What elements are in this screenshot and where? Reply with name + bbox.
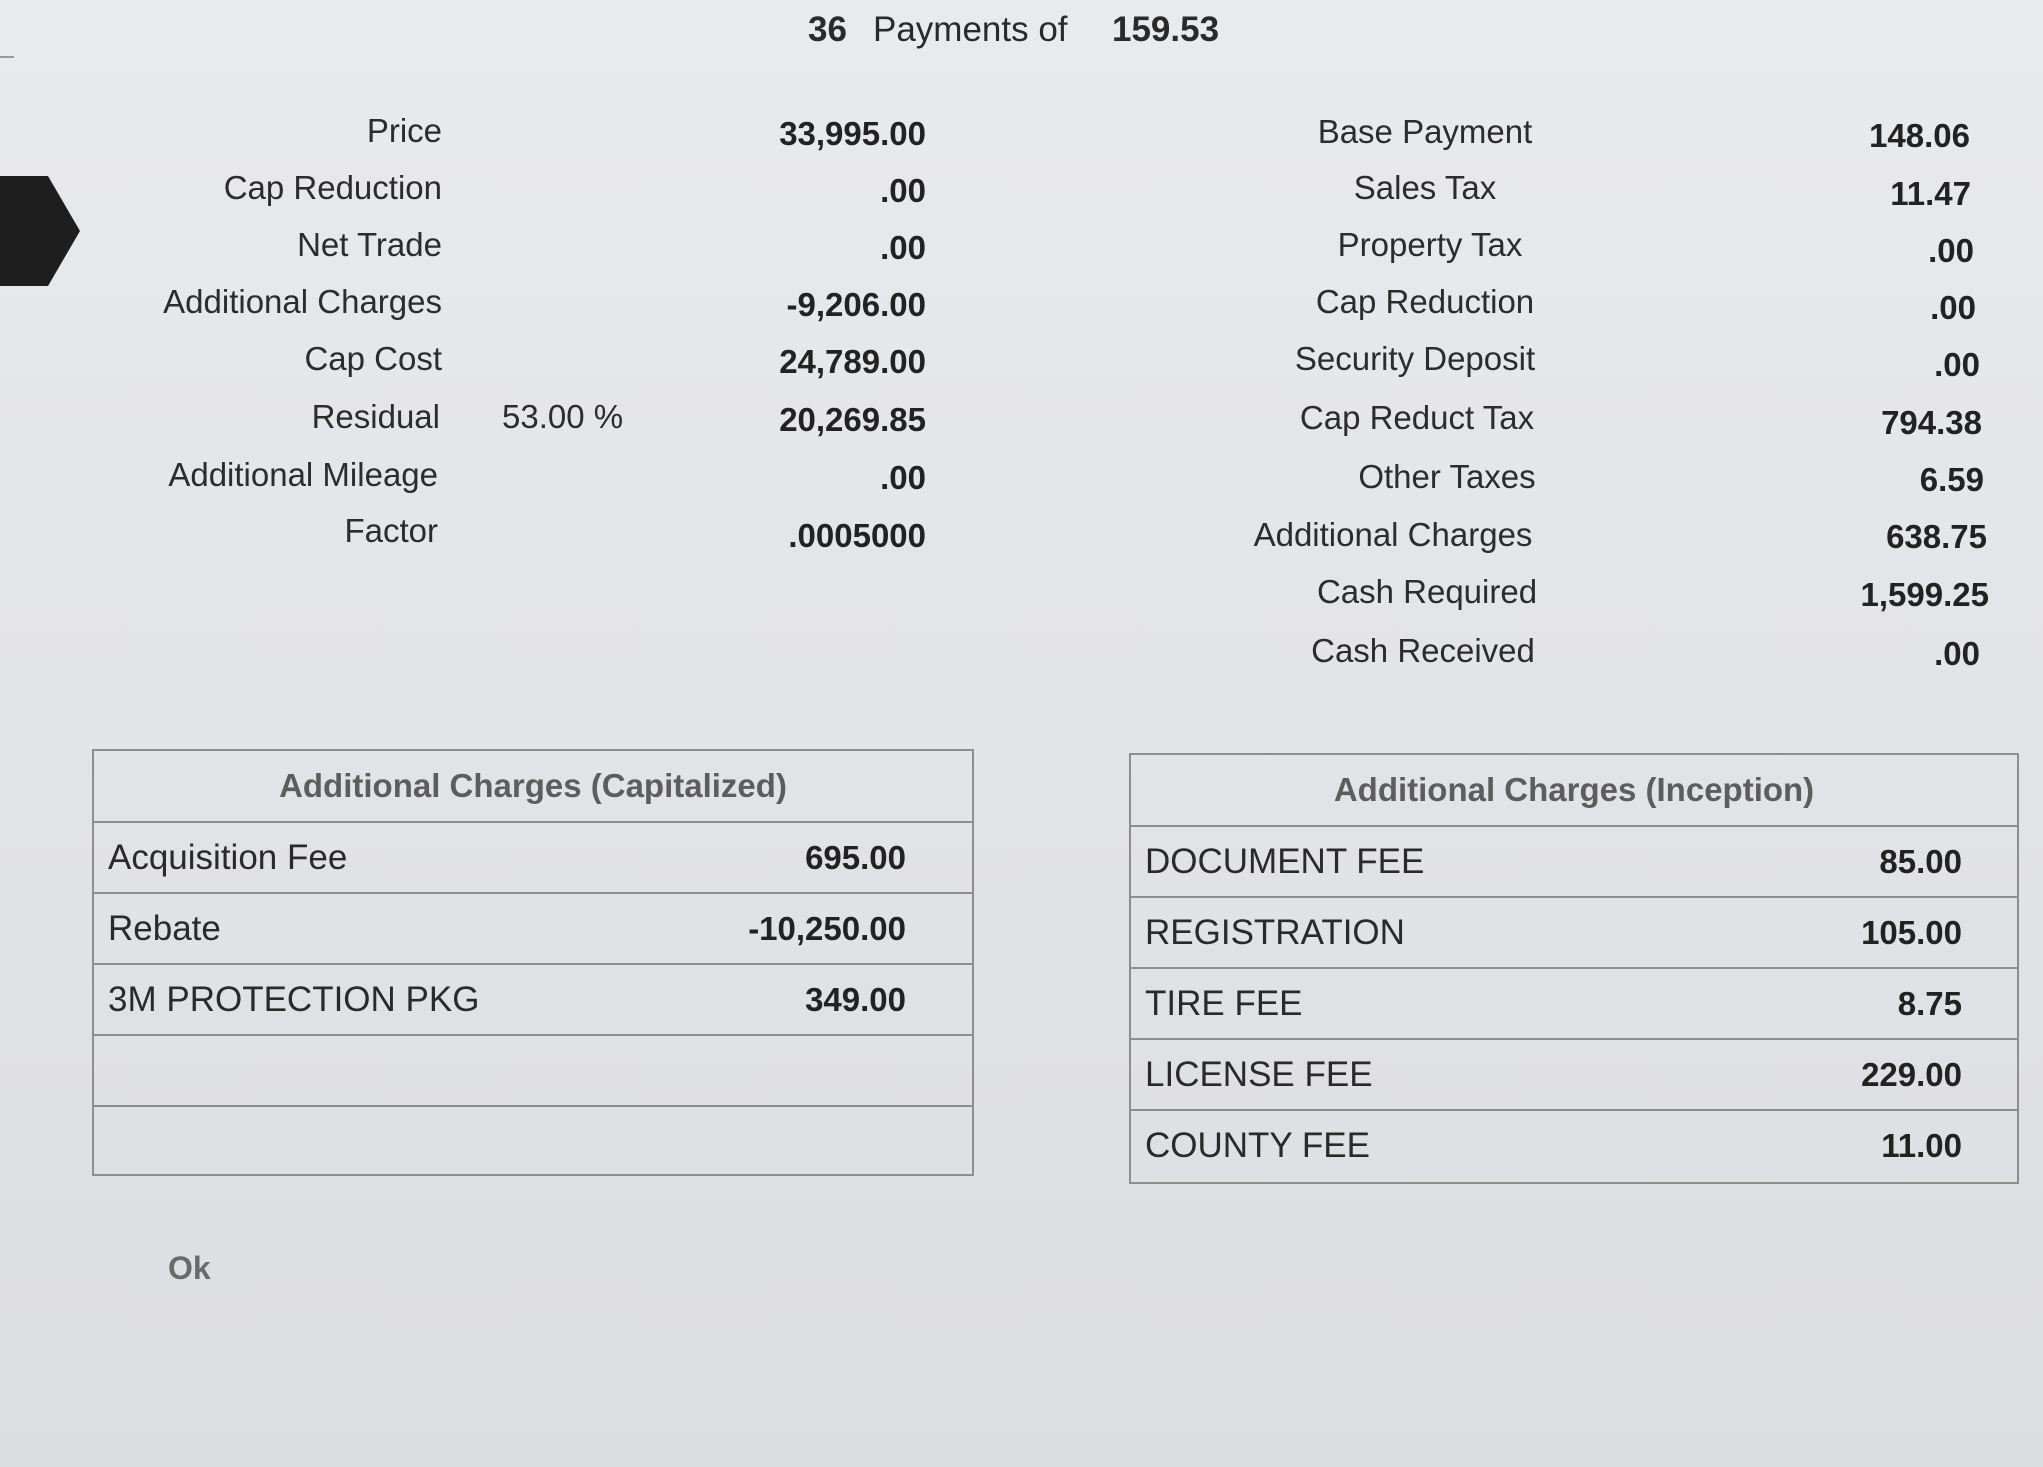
residual-value: 20,269.85 bbox=[779, 401, 926, 438]
edge-mark bbox=[0, 56, 14, 58]
right-additional-charges-value: 638.75 bbox=[1886, 518, 1987, 555]
pointer-arrow-icon bbox=[0, 176, 80, 286]
property-tax-value: .00 bbox=[1928, 232, 1974, 269]
charge-name: DOCUMENT FEE bbox=[1145, 842, 1425, 881]
charge-amount: 85.00 bbox=[1879, 843, 1962, 880]
factor-label: Factor bbox=[344, 512, 438, 549]
inception-charges-table bbox=[1129, 753, 2019, 1184]
additional-mileage-value: .00 bbox=[880, 459, 926, 496]
right-cap-reduction-label: Cap Reduction bbox=[1315, 283, 1535, 320]
security-deposit-label: Security Deposit bbox=[1294, 340, 1536, 377]
cash-received-label: Cash Received bbox=[1311, 632, 1535, 669]
charge-name: COUNTY FEE bbox=[1145, 1126, 1370, 1165]
charge-name: LICENSE FEE bbox=[1145, 1055, 1373, 1094]
table-row[interactable] bbox=[1131, 827, 2017, 898]
table-row[interactable] bbox=[1131, 1040, 2017, 1111]
payments-of-label: Payments of bbox=[873, 10, 1068, 49]
additional-mileage-label: Additional Mileage bbox=[168, 456, 438, 493]
net-trade-label: Net Trade bbox=[297, 226, 442, 263]
cap-cost-label: Cap Cost bbox=[304, 340, 442, 377]
security-deposit-value: .00 bbox=[1934, 346, 1980, 383]
charge-name: Rebate bbox=[108, 909, 221, 948]
table-row[interactable] bbox=[1131, 969, 2017, 1040]
cap-reduct-tax-label: Cap Reduct Tax bbox=[1299, 399, 1535, 436]
sales-tax-value: 11.47 bbox=[1890, 175, 1971, 212]
charge-name: TIRE FEE bbox=[1145, 984, 1303, 1023]
charge-name: Acquisition Fee bbox=[108, 838, 348, 877]
charge-amount: 229.00 bbox=[1861, 1056, 1962, 1093]
right-additional-charges-label: Additional Charges bbox=[1253, 516, 1533, 553]
residual-percent: 53.00 % bbox=[502, 398, 624, 435]
table-row[interactable] bbox=[94, 965, 972, 1036]
inception-charges-title: Additional Charges (Inception) bbox=[1131, 755, 2017, 827]
table-row[interactable] bbox=[1131, 1111, 2017, 1180]
ok-button[interactable]: Ok bbox=[168, 1243, 238, 1293]
table-row-empty[interactable] bbox=[94, 1036, 972, 1107]
price-label: Price bbox=[366, 112, 442, 149]
charge-amount: -10,250.00 bbox=[748, 910, 906, 947]
charge-amount: 11.00 bbox=[1881, 1127, 1962, 1164]
base-payment-label: Base Payment bbox=[1317, 113, 1533, 150]
net-trade-value: .00 bbox=[880, 229, 926, 266]
cash-required-label: Cash Required bbox=[1316, 573, 1538, 610]
payment-count: 36 bbox=[808, 10, 847, 49]
other-taxes-label: Other Taxes bbox=[1358, 458, 1536, 495]
residual-label: Residual bbox=[311, 398, 440, 435]
factor-value: .0005000 bbox=[788, 517, 926, 554]
cap-reduction-value: .00 bbox=[880, 172, 926, 209]
base-payment-value: 148.06 bbox=[1869, 117, 1970, 154]
charge-amount: 8.75 bbox=[1897, 985, 1962, 1022]
sales-tax-label: Sales Tax bbox=[1353, 169, 1497, 206]
property-tax-label: Property Tax bbox=[1337, 226, 1523, 263]
capitalized-charges-title: Additional Charges (Capitalized) bbox=[94, 751, 972, 823]
price-value: 33,995.00 bbox=[779, 115, 926, 152]
table-row[interactable] bbox=[94, 894, 972, 965]
charge-amount: 105.00 bbox=[1861, 914, 1962, 951]
payment-amount: 159.53 bbox=[1112, 10, 1220, 49]
charge-name: 3M PROTECTION PKG bbox=[108, 980, 480, 1019]
additional-charges-label: Additional Charges bbox=[163, 283, 442, 320]
additional-charges-value: -9,206.00 bbox=[786, 286, 926, 323]
right-cap-reduction-value: .00 bbox=[1930, 289, 1976, 326]
cap-reduction-label: Cap Reduction bbox=[223, 169, 442, 206]
table-row-empty[interactable] bbox=[94, 1107, 972, 1176]
charge-amount: 695.00 bbox=[805, 839, 906, 876]
cap-cost-value: 24,789.00 bbox=[779, 343, 926, 380]
cash-received-value: .00 bbox=[1934, 635, 1980, 672]
table-row[interactable] bbox=[94, 823, 972, 894]
cap-reduct-tax-value: 794.38 bbox=[1881, 404, 1982, 441]
other-taxes-value: 6.59 bbox=[1919, 461, 1984, 498]
charge-amount: 349.00 bbox=[805, 981, 906, 1018]
charge-name: REGISTRATION bbox=[1145, 913, 1405, 952]
table-row[interactable] bbox=[1131, 898, 2017, 969]
capitalized-charges-table bbox=[92, 749, 974, 1176]
cash-required-value: 1,599.25 bbox=[1860, 576, 1989, 613]
